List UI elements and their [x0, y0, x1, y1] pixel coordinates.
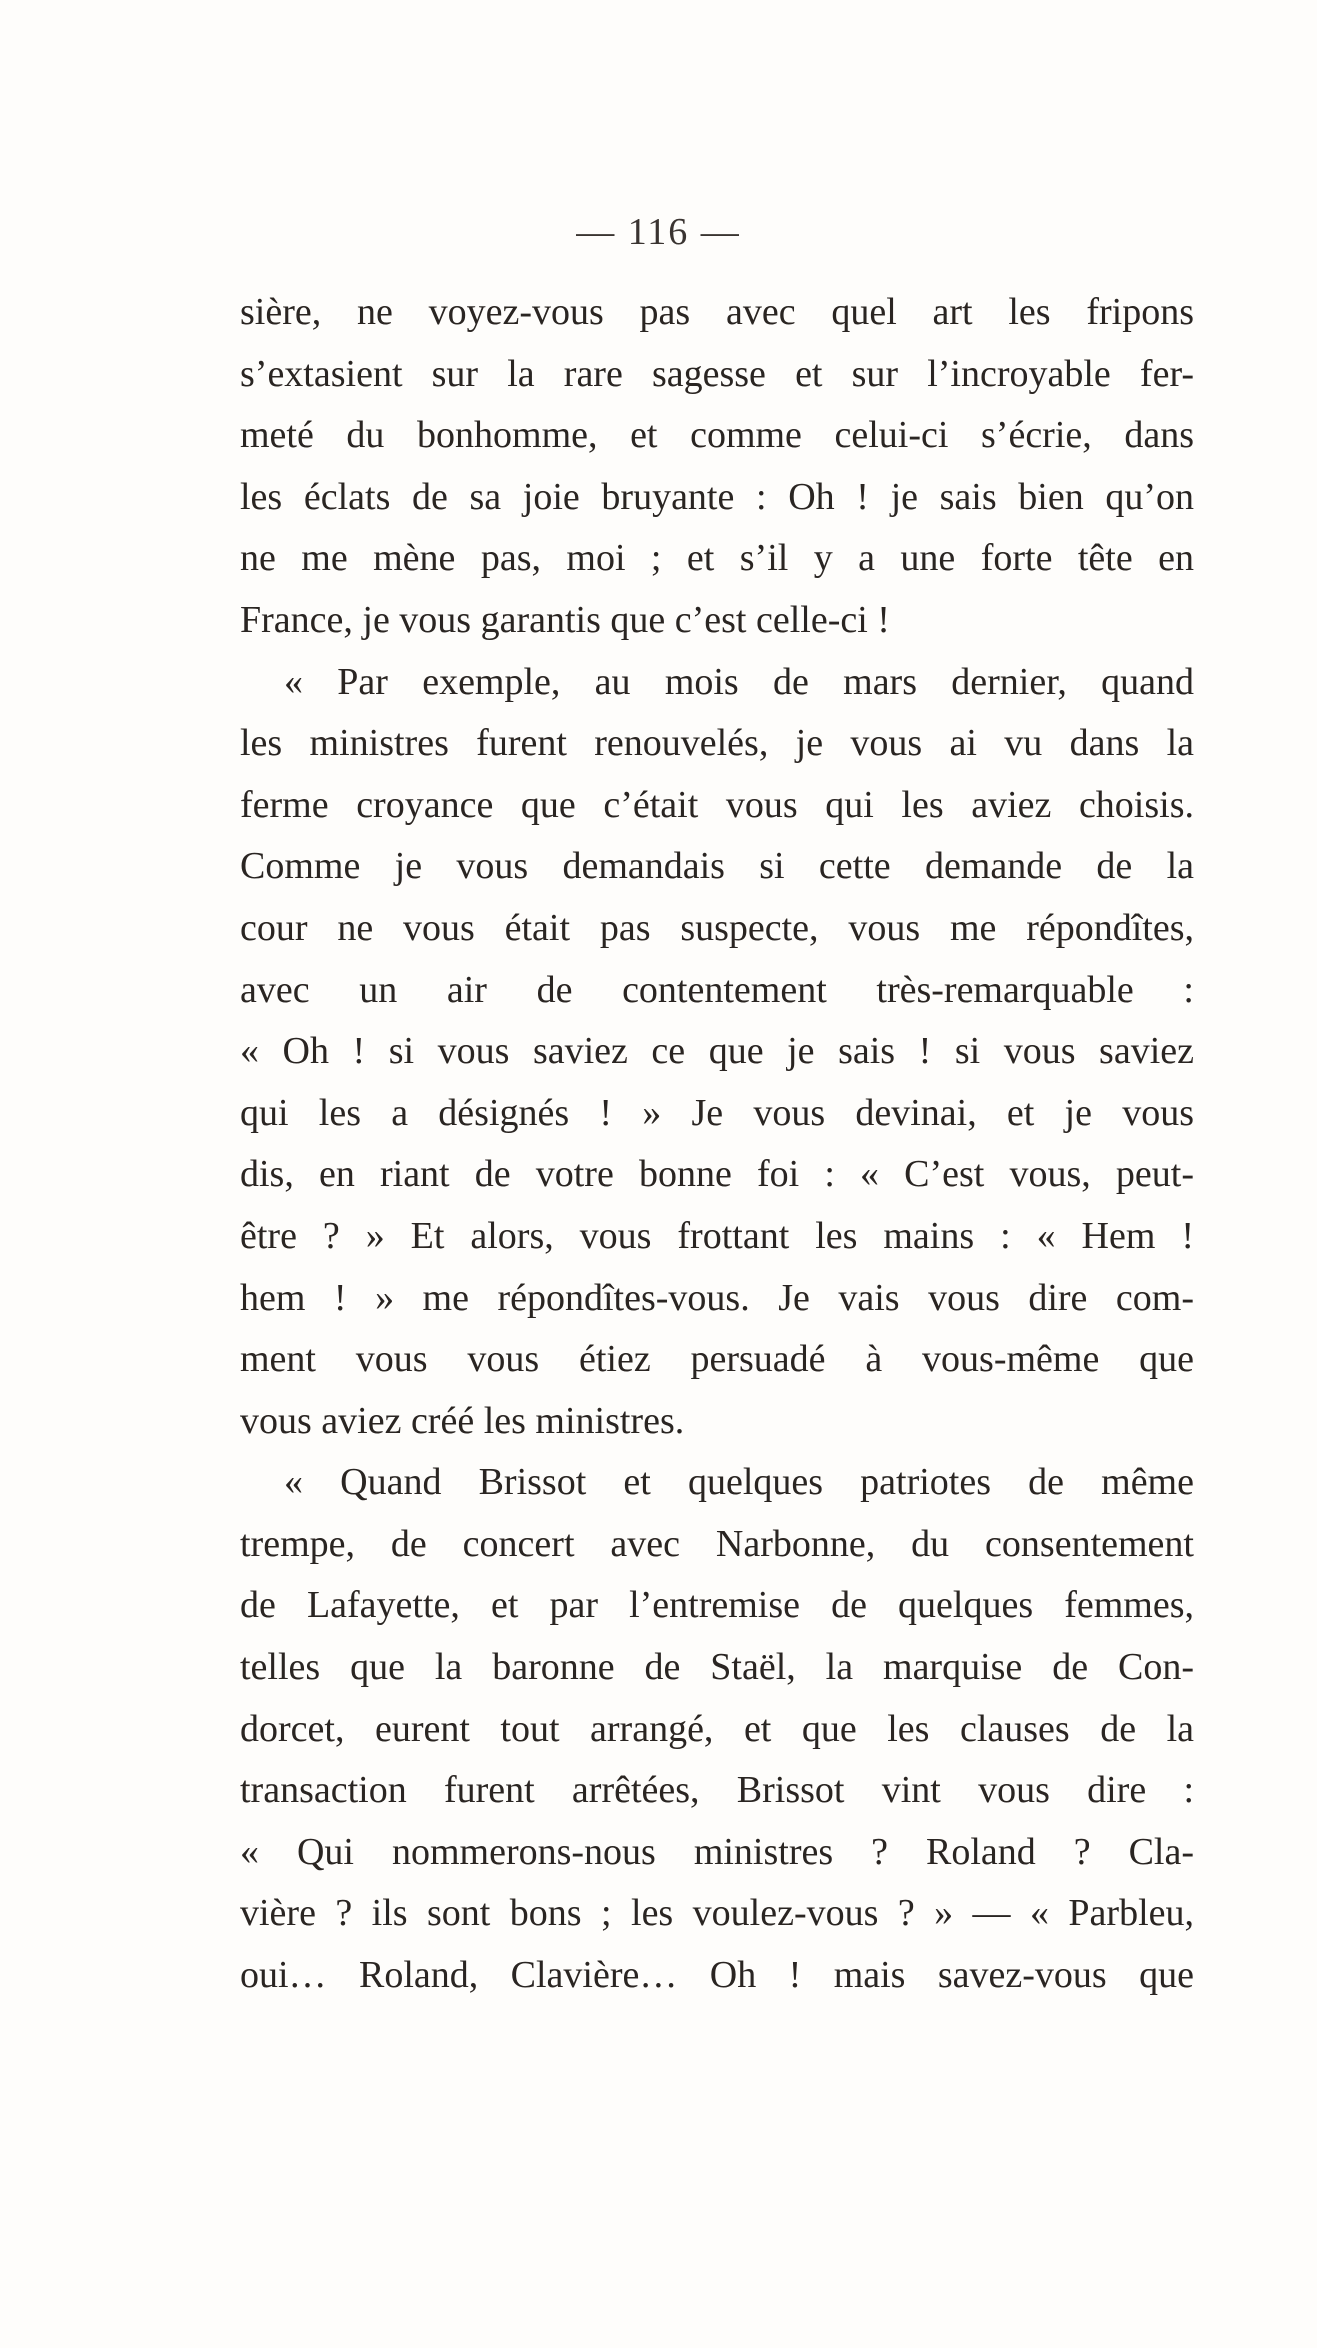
text-line: être ? » Et alors, vous frottant les mains : « Hem !	[240, 1214, 1194, 1257]
text-line: les ministres furent renouvelés, je vous ai vu dans la	[240, 722, 1194, 765]
text-line: de Lafayette, et par l’entremise de quelques femmes,	[240, 1584, 1194, 1627]
text-line: qui les a désignés ! » Je vous devinai, et je vous	[240, 1091, 1194, 1134]
text-line: dorcet, eurent tout arrangé, et que les clauses de la	[240, 1707, 1194, 1750]
text-line: vous aviez créé les ministres.	[240, 1399, 685, 1442]
text-line: « Par exemple, au mois de mars dernier, quand	[284, 660, 1194, 703]
text-line: ne me mène pas, moi ; et s’il y a une forte tête en	[240, 537, 1194, 580]
text-line: meté du bonhomme, et comme celui-ci s’écrie, dans	[240, 414, 1194, 457]
text-line: ment vous vous étiez persuadé à vous-même que	[240, 1338, 1194, 1381]
page-number: — 116 —	[576, 211, 741, 253]
text-line: « Quand Brissot et quelques patriotes de même	[284, 1461, 1194, 1504]
text-line: « Qui nommerons-nous ministres ? Roland ? Cla-	[240, 1830, 1194, 1873]
text-line: France, je vous garantis que c’est celle-ci !	[240, 598, 890, 641]
text-line: « Oh ! si vous saviez ce que je sais ! si vous saviez	[240, 1030, 1194, 1073]
text-line: vière ? ils sont bons ; les voulez-vous ? » — « Parbleu,	[240, 1892, 1194, 1935]
text-line: ferme croyance que c’était vous qui les aviez choisis.	[240, 783, 1194, 826]
text-line: transaction furent arrêtées, Brissot vint vous dire :	[240, 1769, 1194, 1812]
text-line: les éclats de sa joie bruyante : Oh ! je sais bien qu’on	[240, 475, 1194, 518]
text-line: sière, ne voyez-vous pas avec quel art les fripons	[240, 291, 1194, 333]
text-line: trempe, de concert avec Narbonne, du consentement	[240, 1522, 1194, 1565]
body-text	[240, 282, 1194, 2007]
text-line: avec un air de contentement très-remarquable :	[240, 968, 1194, 1011]
text-line: oui… Roland, Clavière… Oh ! mais savez-vous que	[240, 1954, 1194, 1997]
text-line: cour ne vous était pas suspecte, vous me répondîtes,	[240, 906, 1194, 949]
text-line: Comme je vous demandais si cette demande de la	[240, 845, 1194, 888]
text-line: hem ! » me répondîtes-vous. Je vais vous dire com-	[240, 1276, 1194, 1319]
text-line: telles que la baronne de Staël, la marquise de Con-	[240, 1646, 1194, 1689]
text-line: s’extasient sur la rare sagesse et sur l’incroyable fer-	[240, 352, 1194, 395]
text-line: dis, en riant de votre bonne foi : « C’est vous, peut-	[240, 1153, 1194, 1196]
